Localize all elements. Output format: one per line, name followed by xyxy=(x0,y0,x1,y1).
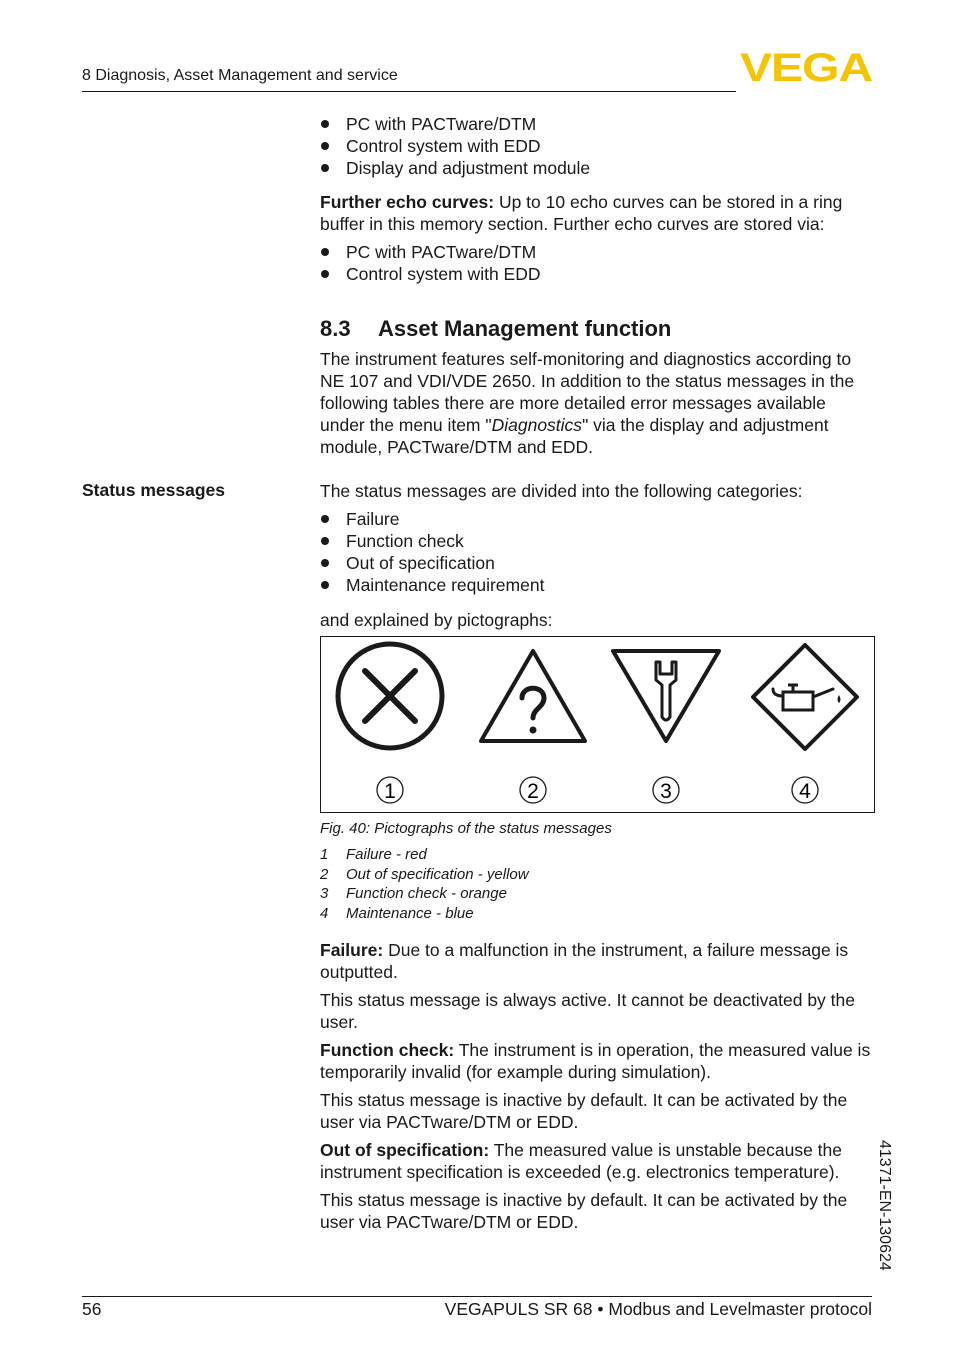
legend-number: 3 xyxy=(320,885,329,902)
intro-text: The instrument features self-monitoring and diagnostics according to NE 107 and VDI/VDE 2650. In addition to the status messages in the following tables there are more detailed error messages available under the menu item " xyxy=(320,349,855,435)
function-check-description xyxy=(320,1039,875,1083)
list-item: PC with PACTware/DTM xyxy=(320,113,875,135)
echo-storage-list xyxy=(320,241,875,285)
description-text: The measured value is unstable because the instrument specification is exceeded (e.g. electronics temperature). xyxy=(320,1140,843,1182)
vega-logo xyxy=(740,48,874,88)
figure-legend xyxy=(320,845,529,923)
list-item: Display and adjustment module xyxy=(320,157,875,179)
out-of-specification-note xyxy=(320,1189,875,1233)
figure-number: 1 xyxy=(384,780,396,803)
section-title: Asset Management function xyxy=(378,316,672,341)
legend-number: 2 xyxy=(320,865,329,883)
out-of-specification-description xyxy=(320,1139,875,1183)
section-heading xyxy=(320,316,671,342)
legend-text: Function check - orange xyxy=(346,885,507,902)
description-text: This status message is inactive by default. It can be activated by the user via PACTware/DTM or EDD. xyxy=(320,1090,848,1132)
figure-caption: Fig. 40: Pictographs of the status messages xyxy=(320,820,612,837)
output-list xyxy=(320,113,875,179)
list-item: Out of specification xyxy=(320,552,875,574)
description-text: This status message is inactive by default. It can be activated by the user via PACTware/DTM or EDD. xyxy=(320,1190,848,1232)
failure-cross-icon xyxy=(338,644,442,748)
pictograph-figure xyxy=(320,636,875,813)
legend-number: 1 xyxy=(320,846,329,863)
status-categories-list xyxy=(320,508,875,596)
description-text: The instrument is in operation, the measured value is temporarily invalid (for example during simulation). xyxy=(320,1040,871,1082)
list-item: Control system with EDD xyxy=(320,263,875,285)
list-item: Failure xyxy=(320,508,875,530)
list-item: Maintenance requirement xyxy=(320,574,875,596)
svg-text:VEGA: VEGA xyxy=(740,48,873,88)
description-text: Due to a malfunction in the instrument, a failure message is outputted. xyxy=(320,940,849,982)
function-check-wrench-icon xyxy=(613,651,719,741)
figure-number: 3 xyxy=(660,780,672,803)
legend-number: 4 xyxy=(320,904,329,922)
out-of-specification-question-icon xyxy=(481,651,585,741)
pictographs-svg xyxy=(321,637,874,812)
echo-curves-text: Up to 10 echo curves can be stored in a ring buffer in this memory section. Further echo curves are stored via: xyxy=(320,192,843,234)
legend-item xyxy=(320,865,529,885)
figure-number: 4 xyxy=(799,780,811,803)
legend-item xyxy=(320,904,529,924)
list-item: Function check xyxy=(320,530,875,552)
status-messages-label: Status messages xyxy=(82,480,225,500)
page-number: 56 xyxy=(82,1299,102,1319)
description-label: Failure: xyxy=(320,940,384,960)
list-item: Control system with EDD xyxy=(320,135,875,157)
maintenance-oilcan-icon xyxy=(753,645,857,749)
figure-number: 2 xyxy=(527,780,539,803)
list-item: PC with PACTware/DTM xyxy=(320,241,875,263)
header-section-title: 8 Diagnosis, Asset Management and service xyxy=(82,67,398,84)
function-check-note xyxy=(320,1089,875,1133)
status-intro: The status messages are divided into the following categories: xyxy=(320,481,803,501)
failure-note xyxy=(320,989,875,1033)
legend-text: Failure - red xyxy=(346,846,427,863)
legend-item xyxy=(320,884,529,904)
description-label: Out of specification: xyxy=(320,1140,490,1160)
failure-description xyxy=(320,939,875,983)
section-number: 8.3 xyxy=(320,316,351,341)
pictograph-intro: and explained by pictographs: xyxy=(320,610,553,630)
legend-item xyxy=(320,845,529,865)
legend-text: Out of specification - yellow xyxy=(346,865,529,883)
section-intro xyxy=(320,348,875,458)
description-label: Function check: xyxy=(320,1040,455,1060)
echo-curves-paragraph xyxy=(320,191,875,235)
diagnostics-menu-item: Diagnostics xyxy=(491,415,583,435)
echo-curves-label: Further echo curves: xyxy=(320,192,495,212)
header-rule xyxy=(82,91,736,92)
figure-number-markers xyxy=(377,777,818,803)
description-text: This status message is always active. It cannot be deactivated by the user. xyxy=(320,990,855,1032)
footer-rule xyxy=(82,1296,872,1297)
legend-text: Maintenance - blue xyxy=(346,904,474,922)
intro-text-end: " via the display and adjustment module, PACTware/DTM and EDD. xyxy=(320,415,829,457)
document-number: 41371-EN-130624 xyxy=(876,1140,893,1271)
footer-document-title: VEGAPULS SR 68 • Modbus and Levelmaster protocol xyxy=(444,1299,872,1319)
